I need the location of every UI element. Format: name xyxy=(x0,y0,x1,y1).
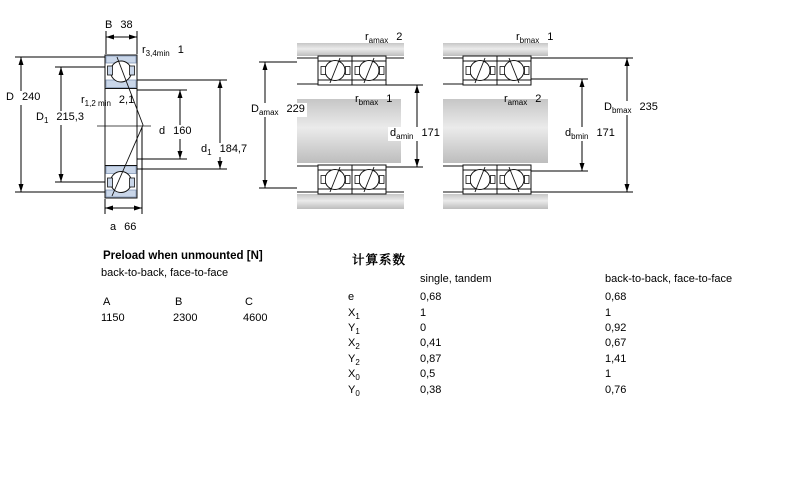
housing-section xyxy=(297,194,404,209)
preload-col-header: C xyxy=(245,296,253,308)
factors-row xyxy=(346,307,766,322)
factor-symbol-text: Y xyxy=(348,384,356,396)
dim-subscript: 1 xyxy=(207,148,212,158)
cage-section xyxy=(380,67,385,75)
dim-symbol: r xyxy=(365,31,369,43)
cage-section xyxy=(346,176,351,184)
factor-value-single: 0,41 xyxy=(420,337,442,349)
factor-subscript: 1 xyxy=(355,327,360,337)
dim-value: 38 xyxy=(120,19,133,31)
factor-value-paired: 0,67 xyxy=(605,337,627,349)
factor-symbol xyxy=(348,322,360,336)
cage-section xyxy=(346,67,351,75)
factor-symbol-text: X xyxy=(348,368,356,380)
factors-col2-header: back-to-back, face-to-face xyxy=(605,273,733,285)
factors-row xyxy=(346,353,766,368)
factor-symbol-text: e xyxy=(348,291,355,303)
cage-section xyxy=(108,178,113,187)
cage-section xyxy=(466,67,471,75)
dim-value: 66 xyxy=(124,221,137,233)
dim-value: 235 xyxy=(639,101,658,113)
dim-value: 1 xyxy=(177,44,184,56)
factor-value-single: 1 xyxy=(420,307,427,319)
dim-subscript: bmin xyxy=(571,132,589,142)
dim-value: 2 xyxy=(396,31,403,43)
dim-subscript: amax xyxy=(507,98,528,108)
dim-value: 1 xyxy=(386,93,393,105)
factors-row xyxy=(346,291,766,306)
dim-symbol: a xyxy=(110,221,117,233)
preload-table xyxy=(101,250,381,330)
figure-single-bearing xyxy=(97,55,151,198)
dim-symbol: D xyxy=(36,111,44,123)
factor-symbol xyxy=(348,384,360,398)
dim-subscript: amax xyxy=(368,36,389,46)
dim-value: 240 xyxy=(21,91,41,103)
factor-value-paired: 1 xyxy=(605,307,612,319)
dim-subscript: bmax xyxy=(358,98,379,108)
factor-value-single: 0 xyxy=(420,322,427,334)
dim-value: 184,7 xyxy=(219,143,248,155)
dim-label-Damax xyxy=(249,103,307,117)
preload-col-header: B xyxy=(175,296,183,308)
dim-symbol: r xyxy=(504,93,508,105)
dim-value: 215,3 xyxy=(56,111,84,123)
bearing-ball xyxy=(111,61,132,82)
factor-symbol-text: Y xyxy=(348,353,356,365)
dim-symbol: r xyxy=(355,93,359,105)
housing-section xyxy=(443,194,548,209)
factor-symbol xyxy=(348,291,354,305)
factors-row xyxy=(346,337,766,352)
factor-value-single: 0,87 xyxy=(420,353,442,365)
dim-label-Dbmax xyxy=(602,101,660,115)
dim-label-a xyxy=(110,221,136,235)
dim-label-ramax-b xyxy=(504,93,541,107)
dim-label-rbmax-a xyxy=(355,93,392,107)
dim-value: 2 xyxy=(535,93,542,105)
cage-section xyxy=(130,178,135,187)
factors-title: 计算系数 xyxy=(352,253,407,267)
dim-symbol: D xyxy=(604,101,612,113)
preload-col-header: A xyxy=(103,296,111,308)
dim-symbol: D xyxy=(6,91,14,103)
factors-row xyxy=(346,384,766,399)
dim-symbol: r xyxy=(516,31,520,43)
factor-value-single: 0,38 xyxy=(420,384,442,396)
cage-section xyxy=(500,176,505,184)
factor-subscript: 0 xyxy=(355,389,360,399)
preload-value: 2300 xyxy=(173,312,198,324)
dim-subscript: 3,4min xyxy=(145,49,170,59)
cage-section xyxy=(525,67,530,75)
preload-subtitle: back-to-back, face-to-face xyxy=(101,267,229,279)
factors-row xyxy=(346,322,766,337)
preload-value: 1150 xyxy=(101,312,125,324)
dim-value: 171 xyxy=(596,127,615,139)
dim-symbol: D xyxy=(251,103,259,115)
cage-section xyxy=(321,176,326,184)
dim-subscript: 1 xyxy=(43,116,49,126)
dim-subscript: amin xyxy=(396,132,414,142)
cage-section xyxy=(108,66,113,75)
factor-symbol xyxy=(348,353,360,367)
factor-value-paired: 0,92 xyxy=(605,322,627,334)
shaft-section xyxy=(297,99,401,163)
factors-row xyxy=(346,368,766,383)
preload-value: 4600 xyxy=(243,312,268,324)
factor-symbol xyxy=(348,368,360,382)
dim-subscript: bmax xyxy=(611,106,632,116)
dim-value: 160 xyxy=(173,125,192,137)
dim-value: 1 xyxy=(547,31,554,43)
dim-subscript: 1,2 min xyxy=(84,99,111,109)
dim-subscript: amax xyxy=(258,108,279,118)
figure-pair-arrangement-b xyxy=(443,43,548,209)
dim-label-B xyxy=(105,19,133,33)
dim-label-d1 xyxy=(199,143,249,157)
preload-title: Preload when unmounted [N] xyxy=(103,250,263,262)
factor-symbol-text: X xyxy=(348,307,356,319)
dim-label-dbmin xyxy=(563,127,617,141)
factor-subscript: 0 xyxy=(355,373,360,383)
figure-pair-arrangement-a xyxy=(297,43,404,209)
shaft-section xyxy=(443,99,548,163)
factor-symbol-text: X xyxy=(348,337,356,349)
factor-symbol-text: Y xyxy=(348,322,356,334)
dim-symbol: d xyxy=(201,143,208,155)
dim-value: 2,1 xyxy=(118,94,135,106)
factors-col1-header: single, tandem xyxy=(420,273,492,285)
cage-section xyxy=(491,176,496,184)
dim-label-damin xyxy=(388,127,442,141)
dim-label-rbmax-b xyxy=(516,31,553,45)
cage-section xyxy=(525,176,530,184)
dim-label-D1 xyxy=(34,111,86,125)
dim-value: 229 xyxy=(286,103,305,115)
factor-value-single: 0,68 xyxy=(420,291,442,303)
factor-value-paired: 0,68 xyxy=(605,291,627,303)
factor-subscript: 1 xyxy=(355,312,360,322)
cage-section xyxy=(355,67,360,75)
dim-subscript: bmax xyxy=(519,36,540,46)
cage-section xyxy=(355,176,360,184)
dim-label-D xyxy=(4,91,42,105)
dim-symbol: d xyxy=(565,127,572,139)
factor-value-paired: 1,41 xyxy=(605,353,627,365)
dim-label-d xyxy=(157,125,193,139)
dim-value: 171 xyxy=(421,127,440,139)
dim-symbol: B xyxy=(105,19,113,31)
cage-section xyxy=(380,176,385,184)
dim-label-r34 xyxy=(142,44,184,58)
cage-section xyxy=(491,67,496,75)
dim-symbol: r xyxy=(81,94,85,106)
factor-value-paired: 0,76 xyxy=(605,384,627,396)
factor-value-single: 0,5 xyxy=(420,368,436,380)
dim-label-ramax-a xyxy=(365,31,402,45)
factor-symbol xyxy=(348,307,360,321)
dim-symbol: d xyxy=(390,127,397,139)
dim-label-r12 xyxy=(81,94,134,108)
factor-subscript: 2 xyxy=(355,342,360,352)
cage-section xyxy=(321,67,326,75)
cage-section xyxy=(466,176,471,184)
factor-value-paired: 1 xyxy=(605,368,612,380)
dim-symbol: d xyxy=(159,125,166,137)
dim-symbol: r xyxy=(142,44,146,56)
calculation-factors-table xyxy=(346,250,776,410)
cage-section xyxy=(500,67,505,75)
factor-symbol xyxy=(348,337,360,351)
cage-section xyxy=(130,66,135,75)
factor-subscript: 2 xyxy=(355,358,360,368)
